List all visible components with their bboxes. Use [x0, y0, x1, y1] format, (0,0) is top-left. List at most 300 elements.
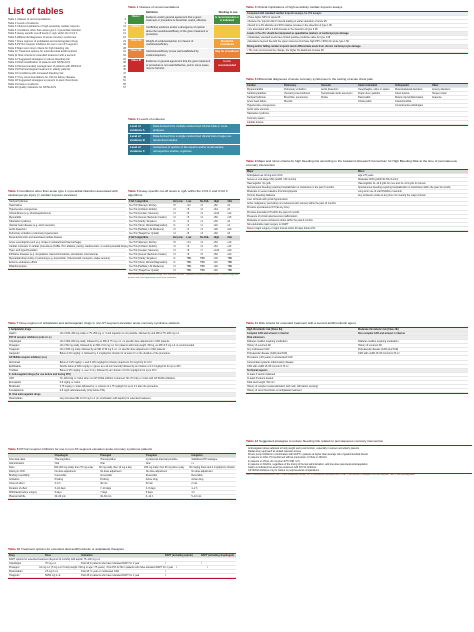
table-cell: Muscle injury/inflammation: [395, 96, 424, 100]
table-cell: I: [164, 561, 166, 565]
table-cell: Acute heart failure: [247, 100, 267, 104]
toc-item-label: Table 7 Dose regimen of antiplatelet and anticoagulant drugs: [8, 39, 78, 43]
table-header-cell: Pulmonary: [284, 83, 297, 87]
table-3-rows: [246, 11, 468, 54]
table-4-rows: [8, 199, 129, 271]
table-cell: Administration: [9, 461, 25, 465]
table-cell: TBD: [186, 269, 192, 273]
table-cell: Rising and/or falling cardiac troponin levels differentiate acute from chronic cardiomyocyte damage.: [247, 44, 362, 48]
toc-item-label: Table 18 Suggested strategies to prevent in-stent thrombosis: [8, 79, 78, 83]
table-cell: Haemoglobin 11–12.9 g/dL for men and 11–11.9 g/dL for women: [358, 181, 426, 185]
table-cell: Technical aspects: [247, 368, 268, 372]
table-header-cell: Dose: [45, 553, 51, 557]
evidence-level-row: [128, 134, 240, 144]
table-cell: 30–60 min: [100, 494, 112, 498]
class-definition: Weight of evidence/opinion is in favour of usefulness/efficacy.: [144, 39, 214, 48]
table-cell: [357, 381, 468, 384]
table-cell: <2: [186, 220, 190, 224]
table-cell: TBD: [227, 261, 233, 264]
table-3: [246, 6, 468, 54]
table-cell: Tirofiban: [9, 368, 19, 372]
toc-item-page: 26: [123, 43, 126, 47]
table-cell: ≥30: [213, 220, 218, 224]
table-header-cell: Gastro-intestinal: [358, 83, 377, 87]
bullet-item: Proton pump inhibitors in combination with DAPT in patients at higher-than-average risk of gastrointestinal bleeds: [248, 453, 368, 457]
table-cell: [320, 112, 357, 115]
table-cell: Chemical class: [9, 457, 26, 461]
table-cell: ≥120: [213, 211, 220, 215]
recommendation-class-row: [128, 59, 240, 72]
table-cell: Cholecystitis: [358, 100, 372, 104]
class-label: Class III: [128, 59, 144, 72]
table-row: [8, 574, 236, 578]
table-cell: Long-term use of oral NSAIDs or steroids: [358, 190, 402, 194]
table-cell: Chest trauma: [395, 91, 410, 95]
table-cell: Ticagrelor: [9, 574, 20, 578]
table-header-cell: 1hΔ: [227, 199, 232, 203]
table-cell: Pleuritis: [284, 100, 293, 104]
table-cell: • Result in a 4% absolute and 20% relative increase in the detection of type 1 MI.: [247, 24, 333, 28]
table-cell: LD of 150–300 mg orally or 75–250 mg i.v. if oral ingestion is not possible, followed by oral MD of 75–100 mg o.d.: [59, 331, 180, 335]
toc-item-page: 31: [123, 50, 126, 54]
table-6: [246, 78, 468, 126]
table-cell: hs-cTnI (Clarity; Singulex): [129, 256, 157, 260]
table-cell: [200, 570, 236, 573]
class-wording: Is not recommended: [214, 59, 240, 72]
table-cell: Moderate or severe ischaemic stroke within the past 6 months: [247, 218, 313, 222]
table-header-cell: 2hΔ: [227, 236, 232, 240]
table-cell: I: [164, 574, 166, 578]
table-cell: [283, 121, 320, 124]
table-cell: 5–10 min: [191, 494, 202, 498]
table-cell: [357, 365, 468, 368]
table-header-cell: Vascular: [321, 83, 331, 87]
table-cell: [357, 356, 468, 359]
table-cell: [431, 108, 468, 111]
toc-item-label: Table 5 Assay specific cut-off levels in ng/L within the 0 h/1 h: [8, 32, 78, 36]
table-cell: hs-cTnI (Vitros; Clinical Diagnostics): [129, 224, 168, 228]
table-cell: [357, 377, 468, 380]
toc-item-label: Table 11 Risk criteria for extended treatment with a second: [8, 53, 76, 57]
table-cell: Peptic ulcer, gastritis: [358, 91, 380, 95]
table-cell: Clopidogrel: [9, 561, 22, 565]
table-cell: Polyvascular disease (CAD plus PAD): [247, 352, 288, 356]
table-cell: <5: [200, 252, 203, 256]
table-cell: [320, 121, 357, 124]
table-cell: ≥15: [227, 215, 232, 219]
table-cell: Age ≥75 years: [358, 173, 374, 177]
table-cell: 2.5 mg b.i.d.: [45, 570, 59, 574]
table-cell: 0.5 mg/kg i.v. bolus.: [59, 381, 81, 385]
table-header-cell: DAPT (including aspirin): [164, 553, 193, 557]
table-cell: [357, 389, 468, 392]
table-cell: Post PCI for MI in patients who have tolerated DAPT for 1 year: [106, 566, 174, 570]
table-cell: Dosing in CKD: [9, 470, 25, 474]
table-header-cell: [8, 454, 54, 457]
evidence-level-row: [128, 145, 240, 155]
table-cell: <1: [200, 220, 203, 224]
table-cell: Valvular heart disease (e.g. aortic stenosis): [9, 224, 55, 228]
table-10: [8, 548, 236, 579]
table-cell: I: [200, 561, 202, 565]
table-cell: ≥60: [213, 232, 218, 236]
table-cell: • Reduce the 'troponin-blind' interval leading to earlier detection of acute MI.: [247, 19, 328, 23]
table-cell: Cardiac contusion or cardiac procedures (CABG, PCI, ablation, pacing, cardioversion, or endomyocardial biopsy): [9, 244, 129, 248]
table-cell: Tachyarrhythmias: [9, 199, 28, 203]
table-cell: 2 min: [191, 482, 198, 486]
table-cell: LD of 300–600 mg orally, followed by an MD of 75 mg o.d., no specific dose adjustment in CKD patients.: [59, 340, 170, 344]
table-cell: <2: [186, 224, 190, 228]
table-cell: Eptifibatide: [9, 364, 21, 368]
table-cell: Coronary spasm: [247, 116, 265, 120]
table-cell: TBD: [200, 265, 205, 269]
table-cell: Irreversible: [100, 474, 113, 478]
table-cell: Myocarditis: [9, 215, 22, 219]
table-header-cell: Low: [186, 199, 192, 203]
table-cell: Aspirin: [9, 331, 17, 335]
table-1-rows: [128, 15, 240, 72]
table-cell: ≥90: [213, 265, 218, 269]
table-cell: Active malignancy (excluding non-melanoma skin cancer) within the past 12 months: [247, 202, 336, 206]
toc-item-page: 3: [124, 18, 126, 21]
table-cell: 30 min: [145, 482, 153, 486]
table-cell: Ticagrelor: [9, 348, 20, 352]
table-cell: I: [206, 566, 208, 570]
table-cell: ≥60: [213, 269, 218, 273]
bullet-item: GP IIb/IIIa inhibitors only for bailout or periprocedural complications: [248, 469, 320, 473]
table-cell: ≥30: [213, 256, 218, 260]
table-cell: Stabilized ATP analogue: [191, 457, 218, 461]
table-cell: [101, 558, 126, 561]
table-cell: Costochondritis: [395, 100, 412, 104]
table-cell: Clopidogrel: [9, 340, 22, 344]
table-cell: Any ischaemic stroke at any time not meeting the major criterion: [358, 194, 426, 198]
list-of-tables: [8, 6, 126, 90]
table-cell: ≥120: [213, 248, 220, 252]
table-cell: ≥64: [213, 244, 218, 248]
evidence-level-row: [128, 124, 240, 134]
class-wording: Is recommended or is indicated: [215, 15, 239, 23]
table-cell: III. Oral anticoagulant drugs: [9, 393, 41, 397]
table-7-caption: Table 7 Dose regimen of antiplatelet and anticoagulant drugs in non-ST-segment elevation acute coronary syndrome patients: [8, 321, 180, 325]
table-cell: [431, 117, 468, 120]
table-cell: [320, 104, 357, 107]
table-cell: Musculoskeletal disorders: [395, 87, 423, 91]
table-cell: TBD: [186, 261, 192, 264]
table-cell: Herpes zoster: [432, 91, 447, 95]
toc-item-page: 47: [123, 71, 126, 75]
table-12: [246, 440, 468, 477]
table-cell: 7–10 days: [100, 486, 112, 490]
table-cell: Takotsubo syndrome: [247, 112, 270, 116]
table-cell: Concomitant systemic inflammatory disease: [247, 360, 294, 364]
table-cell: History of recurrent MI: [358, 344, 382, 348]
table-5-rows: [128, 199, 240, 275]
table-cell: ≥90: [213, 228, 218, 232]
table-cell: Withdrawal before surgery: [9, 490, 37, 494]
table-6-rows: [246, 83, 468, 126]
table-cell: ≥4: [227, 224, 231, 228]
table-cell: Cardiac trauma: [247, 120, 264, 124]
table-cell: Presence of a brain arteriovenous malformation: [247, 214, 298, 218]
table-cell: 0.75 mg/kg i.v. bolus followed by i.v. infusion of 1.75 mg/kg/h for up to 4 h after the procedure.: [59, 385, 159, 389]
table-cell: hs-cTnI (Clarity; Singulex): [129, 220, 157, 224]
table-cell: [59, 356, 236, 359]
table-cell: No dose adjustment: [100, 470, 122, 474]
table-cell: [357, 227, 468, 230]
table-cell: Diabetes mellitus requiring medication: [358, 340, 399, 344]
table-cell: Oral: [100, 461, 105, 465]
table-2-caption: Table 2 Levels of evidence: [128, 117, 165, 121]
table-cell: Prodrug: [100, 478, 109, 482]
table-cell: Post MI in patients who have tolerated DAPT for 1 year: [81, 574, 140, 578]
table-6-caption: Table 6 Differential diagnoses of acute coronary syndromes in the setting of acute chest pain: [246, 77, 373, 81]
level-text: Consensus of opinion of the experts and/or small studies, retrospective studies, registries.: [150, 145, 240, 155]
table-cell: High thrombotic risk (Class IIa): [247, 327, 283, 331]
bullet-item: In patients on NOACs, regardless of the timing of the last administration, add low-dose parenteral anticoagulation: [248, 462, 368, 466]
toc-item-label: Table 20 Quality indicators for NSTE-ACS: [8, 86, 57, 90]
table-cell: I: [176, 566, 178, 570]
table-cell: Recent major surgery or major trauma within 30 days before PCI: [247, 226, 316, 230]
table-cell: TBD: [186, 265, 192, 269]
table-cell: Hypo- and hyperthyroidism: [9, 248, 38, 252]
table-cell: TBD: [200, 269, 205, 273]
table-cell: [394, 117, 431, 120]
table-cell: ≥5: [227, 203, 231, 207]
toc-item-label: Table 16 Conditions with increased bleeding risk: [8, 71, 64, 75]
table-cell: [394, 121, 431, 124]
table-cell: Heart failure: [9, 203, 23, 207]
table-cell: Moderate or severe baseline thrombocytopenia: [247, 190, 297, 194]
table-cell: Risk enhancers: [247, 335, 265, 339]
recommendation-class-row: [128, 25, 240, 38]
table-cell: Bolus of 25 mcg/kg i.v. over 3 min, followed by an infusion of 0.15 mcg/kg/min for up to 18 h.: [59, 368, 158, 372]
toc-item-label: Table 6 Differential diagnoses of acute coronary syndromes: [8, 35, 77, 39]
table-cell: Pulmonary embolism, pulmonary hypertension: [9, 232, 59, 236]
table-cell: <1: [172, 224, 176, 228]
table-7-rows: [8, 327, 236, 403]
table-cell: No dose adjustment: [145, 470, 168, 474]
toc-item-page: 49: [123, 75, 126, 79]
table-cell: <4: [200, 215, 203, 219]
class-wording: [214, 25, 240, 38]
table-cell: 3–10 days: [54, 486, 66, 490]
table-cell: Aortic dissection: [9, 228, 27, 232]
table-cell: Premature (<45 years) or accelerated CAD: [247, 356, 293, 360]
toc-item-page: 51: [123, 79, 126, 83]
toc-item-label: Table 13 Risk stratification of patients with NSTE-ACS: [8, 61, 70, 65]
table-cell: 30 min: [100, 482, 108, 486]
table-cell: <3: [200, 203, 203, 207]
table-cell: CKD with eGFR 15–59 mL/min/1.73 m²: [358, 352, 400, 356]
table-cell: ≥40: [213, 224, 218, 228]
table-header-cell: Very low: [172, 236, 183, 240]
toc-item-label: Table 8 P2Y12 receptor inhibitors for use in non-ST-segment: [8, 43, 78, 47]
toc-item-label: Table 19 Gaps in evidence: [8, 82, 39, 86]
toc-item-page: 42: [123, 64, 126, 68]
table-header-cell: Minor: [358, 169, 365, 173]
table-cell: hs-cTnI (Architect; Abbott): [129, 244, 157, 248]
table-cell: Cangrelor: [9, 352, 20, 356]
table-cell: [320, 117, 357, 120]
table-cell: Rivaroxaban: [9, 570, 23, 574]
table-cell: <6: [186, 211, 190, 215]
table-cell: 1–2 h: [191, 486, 198, 490]
table-8-caption: Table 8 P2Y12 receptor inhibitors for use in non-ST-segment elevation acute coronary syndrome patients: [8, 447, 153, 451]
table-cell: <1: [172, 261, 176, 264]
table-cell: Bivalirudin: [9, 385, 21, 389]
table-cell: hs-cTnI (Pathfast; LSI Medience): [129, 265, 164, 269]
table-cell: Total stent length >60 mm: [247, 381, 275, 385]
table-header-cell: Other: [432, 83, 439, 87]
table-cell: Levels of hs-cTn should be interpreted as quantitative markers of cardiomyocyte damage.: [247, 32, 350, 36]
table-9-caption: Table 9 Major and minor criteria for high bleeding risk according to the Academic Research Consortium for High Bleeding Risk at the time of percutaneous coronary intervention: [246, 159, 457, 167]
table-cell: [357, 373, 468, 376]
table-cell: 1 h: [191, 490, 195, 494]
table-cell: <4: [186, 228, 190, 232]
table-cell: [357, 215, 468, 218]
table-9-rows: [246, 169, 468, 232]
table-cell: <4: [172, 269, 176, 273]
table-5: [128, 190, 240, 280]
toc-item-page: 11: [123, 25, 126, 29]
table-cell: hs-cTnT (Elecsys; Roche): [129, 240, 157, 244]
toc-item-page: 12: [123, 28, 126, 32]
table-cell: Cervical spine pathologies: [395, 104, 423, 108]
table-cell: [59, 328, 236, 331]
table-cell: hs-cTnI (Pathfast; LSI Medience): [129, 228, 164, 232]
table-cell: [357, 198, 468, 201]
table-cell: TBD: [227, 256, 233, 260]
table-cell: 3–5 days: [145, 486, 156, 490]
table-cell: Oesophagitis, reflux or spasm: [358, 87, 390, 91]
table-cell: Dose: [9, 466, 15, 470]
table-8-rows: [8, 453, 236, 500]
table-cell: hs-cTnI (Access; Beckman Coulter): [129, 215, 167, 219]
table-cell: I. Antiplatelet drugs: [9, 327, 32, 331]
table-header-cell: Orthopaedic: [395, 83, 410, 87]
table-cell: Reversible: [191, 474, 203, 478]
table-cell: Polyvascular disease (CAD plus PAD): [358, 348, 399, 352]
table-cell: [200, 574, 236, 577]
table-header-cell: DAPT (including clopidogrel): [200, 553, 234, 557]
table-cell: [431, 112, 468, 115]
table-cell: Prodrug: [54, 478, 64, 482]
table-cell: II. Anticoagulant drugs (for use before and during PCI): [9, 372, 71, 376]
table-cell: TBD: [186, 256, 192, 260]
table-header-cell: 0 h/1 h algorithm: [129, 199, 149, 203]
table-header-cell: Cardiac: [247, 83, 256, 87]
table-header-cell: Indication: [81, 553, 93, 557]
table-cell: Spontaneous bleeding requiring hospitalization or transfusion within the past 12 months: [358, 185, 451, 189]
level-text: Data derived from multiple randomized clinical trials or meta-analyses.: [150, 124, 240, 134]
table-cell: Any multivessel CAD: [247, 348, 270, 352]
table-cell: ≥20: [227, 248, 232, 252]
table-cell: [357, 202, 468, 205]
table-cell: [357, 108, 394, 111]
table-cell: <4: [172, 244, 176, 248]
table-cell: ≥6: [227, 220, 231, 224]
table-cell: UFH: [9, 376, 14, 380]
table-cell: [394, 112, 431, 115]
table-5-footnote: The cut-offs apply irrespective of age, sex, and renal function. Optimized cut-offs for patients above 75 years of age and patients with renal dysfunction have been evaluated.: [128, 274, 239, 280]
table-cell: Critical illness (e.g. shock/sepsis/burns): [9, 211, 51, 215]
toc-item-page: 32: [123, 53, 126, 57]
table-cell: P2Y12 receptor inhibitors (oral or i.v.): [9, 335, 52, 339]
table-cell: TBD: [227, 269, 233, 273]
table-cell: Extreme endurance efforts: [9, 261, 38, 264]
bullet-item: In patients on VKAs, do not give UFH if INR >2.5: [248, 459, 300, 463]
table-cell: <6: [186, 244, 190, 248]
table-row: [246, 227, 468, 231]
table-row: [246, 389, 468, 393]
table-cell: <1: [200, 224, 203, 228]
table-cell: 30–60 min: [54, 494, 66, 498]
bullet-item: Radial artery approach as default vascular access: [248, 450, 301, 453]
toc-item: [8, 86, 126, 90]
toc-item-page: 24: [123, 39, 126, 43]
table-cell: [185, 558, 210, 561]
table-cell: Myopericarditis: [247, 87, 264, 91]
table-cell: Liver cirrhosis with portal hypertension: [247, 198, 288, 202]
toc-item-label: Table 14 Recommended management of patients with MINOCA: [8, 64, 82, 68]
table-cell: 6–12 h: [145, 494, 154, 498]
table-9: [246, 160, 468, 232]
class-label: Class IIb: [128, 49, 144, 58]
table-header-cell: No 1hΔ: [200, 199, 209, 203]
table-cell: • Have higher NPV for acute MI.: [247, 15, 281, 19]
toc-item-page: 28: [123, 46, 126, 50]
table-cell: [431, 100, 468, 103]
table-1: [128, 6, 240, 73]
table-cell: Oral: [54, 461, 60, 465]
table-cell: [357, 121, 394, 124]
bullet-item: Anticoagulant doses adjusted to body weight and renal function, especially in women and elderly patients: [248, 446, 360, 450]
table-header-cell: Very low: [172, 199, 183, 203]
class-label: Class I: [128, 15, 144, 24]
table-cell: LD of 60 mg orally, followed by an MD of 10 mg o.d. For patients with body weight <60 kg, an MD of 5 mg o.d. is recommended.: [59, 344, 195, 348]
table-cell: 30 mcg/kg bolus and 4 mcg/kg/min infusion: [189, 466, 235, 470]
table-cell: [320, 108, 357, 111]
table-2-rows: [128, 124, 240, 155]
table-cell: <4: [172, 207, 176, 211]
table-cell: Symptomatic aortic aneurysm: [321, 91, 353, 95]
table-cell: hs-cTnI (Vitros; Clinical Diagnostics): [129, 261, 168, 264]
table-cell: • The more pronounced the change, the higher the likelihood of acute MI.: [247, 48, 325, 52]
table-header-cell: 0 h/2 h algorithm: [129, 236, 149, 240]
table-cell: ≥50: [213, 252, 218, 256]
table-cell: <5: [186, 215, 190, 219]
table-cell: <5: [172, 240, 176, 244]
table-cell: ≥10: [227, 240, 232, 244]
table-cell: No dose adjustment: [54, 470, 76, 474]
table-cell: hs-cTnI (TriageTrue; Quidel): [129, 232, 159, 236]
table-cell: Thienopyridine: [54, 457, 71, 461]
table-cell: ≥15: [227, 244, 232, 248]
table-cell: <5: [186, 207, 190, 211]
table-cell: Pulmonary embolism: [284, 87, 307, 91]
table-cell: History of stent thrombosis on antiplatelet treatment: [247, 389, 302, 393]
table-cell: [431, 121, 468, 124]
table-cell: <4: [200, 240, 203, 244]
table-cell: [394, 108, 431, 111]
table-cell: hs-cTnI (Centaur; Siemens): [129, 211, 159, 215]
table-cell: <14: [186, 240, 191, 244]
table-cell: Bolus of 30 mcg/kg i.v. followed by 4 mcg/kg/min infusion for at least 2 h or the duration of the procedure.: [59, 352, 171, 356]
table-cell: <1: [172, 220, 176, 224]
table-4-caption: Table 4 Conditions other than acute type 1 myocardial infarction associated with cardiomyocyte injury (= cardiac troponin elevation): [8, 189, 118, 197]
table-cell: Onset of effect: [9, 482, 25, 486]
